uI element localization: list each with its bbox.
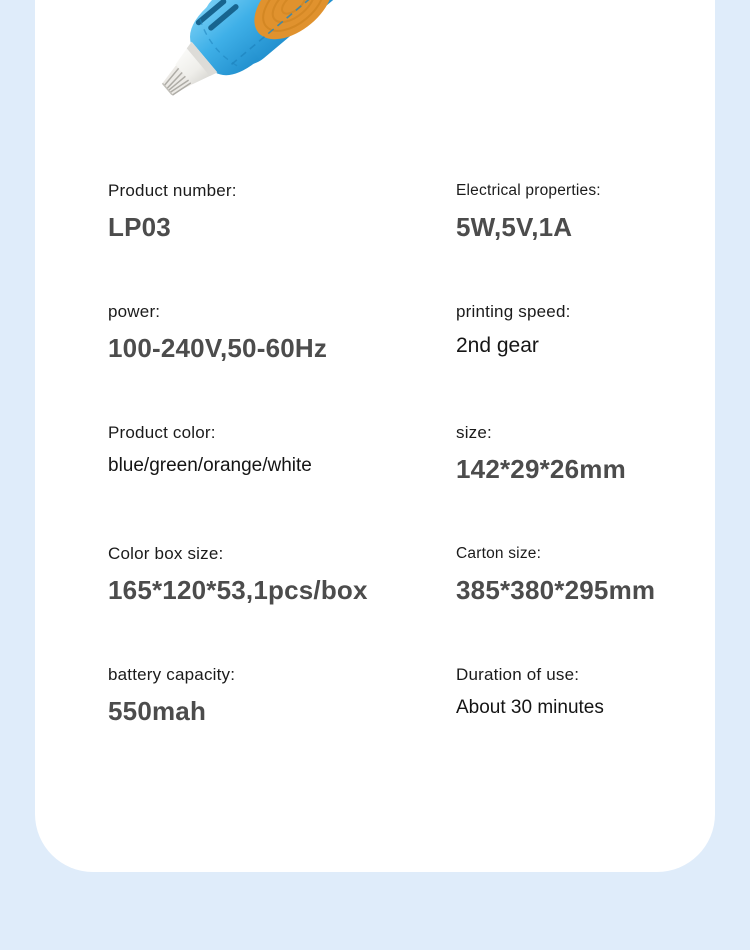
spec-duration-of-use xyxy=(456,664,698,785)
spec-value: 2nd gear xyxy=(456,334,539,357)
spec-value: 165*120*53,1pcs/box xyxy=(108,575,368,605)
spec-value: About 30 minutes xyxy=(456,697,604,718)
spec-electrical-properties xyxy=(456,180,698,301)
spec-grid xyxy=(108,180,698,785)
spec-value: LP03 xyxy=(108,212,171,242)
spec-label: Duration of use: xyxy=(456,665,580,684)
spec-label: Electrical properties: xyxy=(456,182,601,199)
spec-product-number xyxy=(108,180,456,301)
spec-power xyxy=(108,301,456,422)
spec-printing-speed xyxy=(456,301,698,422)
spec-label: battery capacity: xyxy=(108,665,236,684)
spec-value: 385*380*295mm xyxy=(456,575,656,605)
spec-label: power: xyxy=(108,302,161,321)
spec-color-box-size xyxy=(108,543,456,664)
spec-value: 5W,5V,1A xyxy=(456,212,573,242)
spec-label: Product color: xyxy=(108,423,216,442)
spec-value: 550mah xyxy=(108,696,207,726)
spec-label: size: xyxy=(456,423,492,442)
spec-label: Carton size: xyxy=(456,545,542,562)
spec-label: Color box size: xyxy=(108,544,224,563)
spec-value: 100-240V,50-60Hz xyxy=(108,333,328,363)
spec-battery-capacity xyxy=(108,664,456,785)
spec-label: printing speed: xyxy=(456,302,571,321)
spec-size xyxy=(456,422,698,543)
spec-label: Product number: xyxy=(108,181,237,200)
spec-value: 142*29*26mm xyxy=(456,454,626,484)
spec-carton-size xyxy=(456,543,698,664)
spec-product-color xyxy=(108,422,456,543)
spec-value: blue/green/orange/white xyxy=(108,455,312,476)
